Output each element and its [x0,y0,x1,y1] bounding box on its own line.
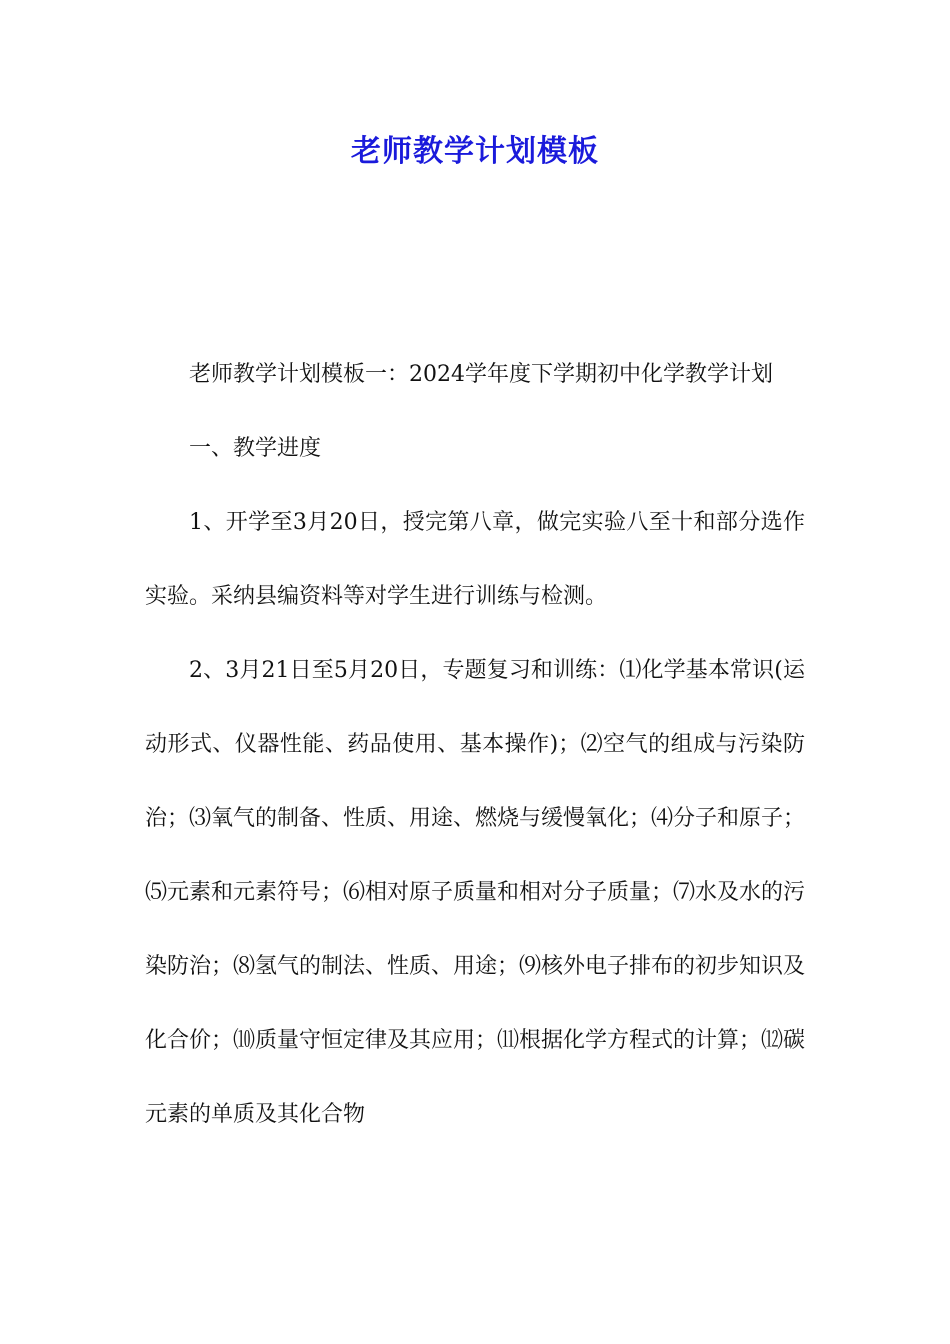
document-body [145,338,805,1152]
paragraph-section-title: 一、教学进度 [189,436,322,461]
paragraph-heading: 老师教学计划模板一：2024学年度下学期初中化学教学计划 [189,362,773,387]
paragraph-item-1: 1、开学至3月20日，授完第八章，做完实验八至十和部分选作实验。采纳县编资料等对学生进行训练与检测。 [145,510,805,609]
paragraph-item-2: 2、3月21日至5月20日，专题复习和训练：⑴化学基本常识(运动形式、仪器性能、药品使用、基本操作)；⑵空气的组成与污染防治；⑶氧气的制备、性质、用途、燃烧与缓慢氧化；⑷分子和原子；⑸元素和元素符号；⑹相对原子质量和相对分子质量；⑺水及水的污染防治；⑻氢气的制法、性质、用途；⑼核外电子排布的初步知识及化合价；⑽质量守恒定律及其应用；⑾根据化学方程式的计算；⑿碳元素的单质及其化合物 [145,658,806,1127]
document-title: 老师教学计划模板 [351,134,599,169]
